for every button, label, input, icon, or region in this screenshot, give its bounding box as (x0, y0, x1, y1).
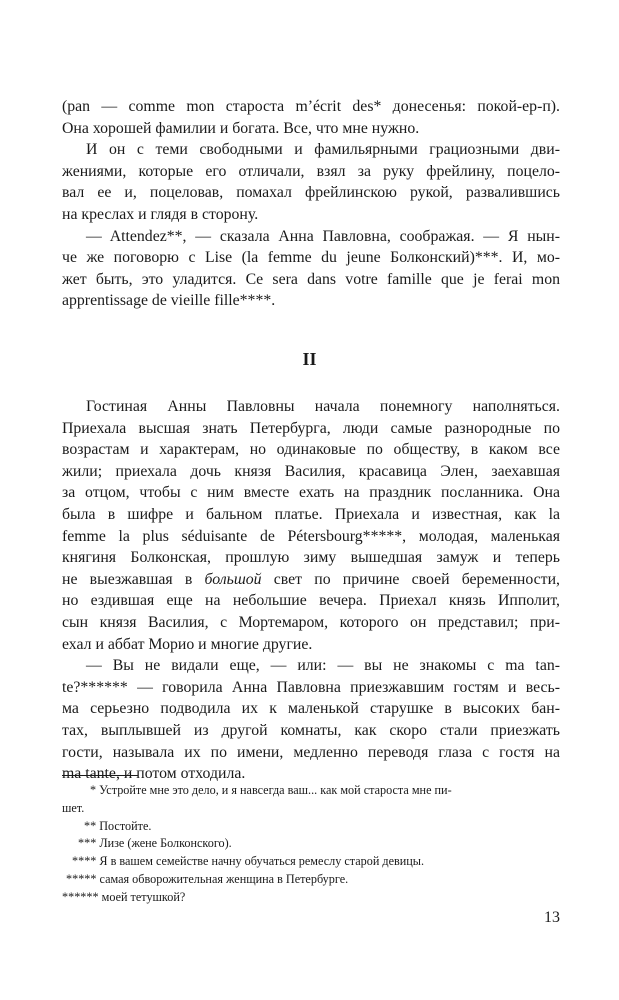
footnote: ** Постойте. (84, 818, 152, 833)
text-line: femme la plus séduisante de Pétersbourg*****, молодая, маленькая (62, 527, 560, 545)
page-number: 13 (544, 909, 560, 926)
text-line: но ездившая еще на небольшие вечера. Приехал князь Ипполит, (62, 592, 560, 610)
text-line: че же поговорю с Lise (la femme du jeune Болконский)***. И, мо- (62, 249, 560, 267)
text-line: жениями, которые его отличали, взял за руку фрейлину, поцело- (62, 162, 560, 180)
text-fragment: не выезжавшая в (62, 570, 193, 588)
chapter-heading: II (302, 349, 317, 369)
text-line: ma tante, и потом отходила. (62, 765, 246, 783)
text-line: тах, выплывшей из другой комнаты, как скоро стали приезжать (62, 721, 560, 739)
text-line: была в шифре и бальном платье. Приехала и известная, как la (62, 505, 560, 523)
footnote: * Устройте мне это дело, и я навсегда ваш... как мой староста мне пи- (90, 783, 452, 797)
text-line: — Attendez**, — сказала Анна Павловна, соображая. — Я нын- (86, 227, 560, 245)
text-line-with-emphasis (62, 569, 560, 591)
text-line: гости, называла их по имени, медленно переводя глаза с гостя на (62, 743, 560, 761)
text-line: И он с теми свободными и фамильярными грациозными дви- (86, 141, 560, 159)
footnotes (62, 782, 560, 907)
text-line: княгиня Болконская, прошлую зиму вышедшая замуж и теперь (62, 549, 560, 567)
footnote-continuation: шет. (62, 800, 85, 815)
text-fragment: свет по причине своей беременности, (273, 570, 560, 588)
text-line: Она хорошей фамилии и богата. Все, что мне нужно. (62, 119, 420, 137)
footnote: *** Лизе (жене Болконского). (78, 836, 232, 851)
text-line: на креслах и глядя в сторону. (62, 205, 259, 223)
text-line: жет быть, это уладится. Ce sera dans votre famille que je ferai mon (62, 270, 560, 288)
paragraph-block-2 (62, 396, 560, 785)
footnote-divider (62, 775, 138, 776)
text-line: te?****** — говорила Анна Павловна приезжавшим гостям и весь- (62, 678, 560, 696)
paragraph-block-1 (62, 96, 560, 312)
footnote: ***** самая обворожительная женщина в Петербурге. (66, 871, 349, 886)
text-line: apprentissage de vieille fille****. (62, 292, 276, 310)
text-line: Гостиная Анны Павловны начала понемногу наполняться. (86, 398, 560, 415)
footnote: **** Я в вашем семействе начну обучаться ремеслу старой девицы. (72, 854, 425, 869)
text-line: — Вы не видали еще, — или: — вы не знакомы с ma tan- (86, 657, 560, 675)
emphasis-word: большой (204, 570, 262, 588)
text-line: жили; приехала дочь князя Василия, красавица Элен, заехавшая (62, 462, 560, 480)
text-line: вал ее и, поцеловав, помахал фрейлинскою рукой, развалившись (62, 184, 560, 202)
text-line: возрастам и характерам, но одинаковые по обществу, в каком все (62, 441, 560, 459)
text-line: ехал и аббат Морио и многие другие. (62, 635, 313, 653)
text-line: сын князя Василия, с Мортемаром, которого он представил; при- (62, 613, 560, 631)
text-line: (pan — comme mon староста m’écrit des* донесенья: покой-ер-п). (62, 98, 560, 115)
text-line: за отцом, чтобы с ним вместе ехать на праздник посланника. Она (62, 484, 560, 502)
footnote: ****** моей тетушкой? (62, 889, 186, 904)
text-line: Приехала высшая знать Петербурга, люди самые разнородные по (62, 419, 560, 437)
text-line: ма серьезно подводила их к маленькой старушке в высоких бан- (62, 700, 560, 718)
